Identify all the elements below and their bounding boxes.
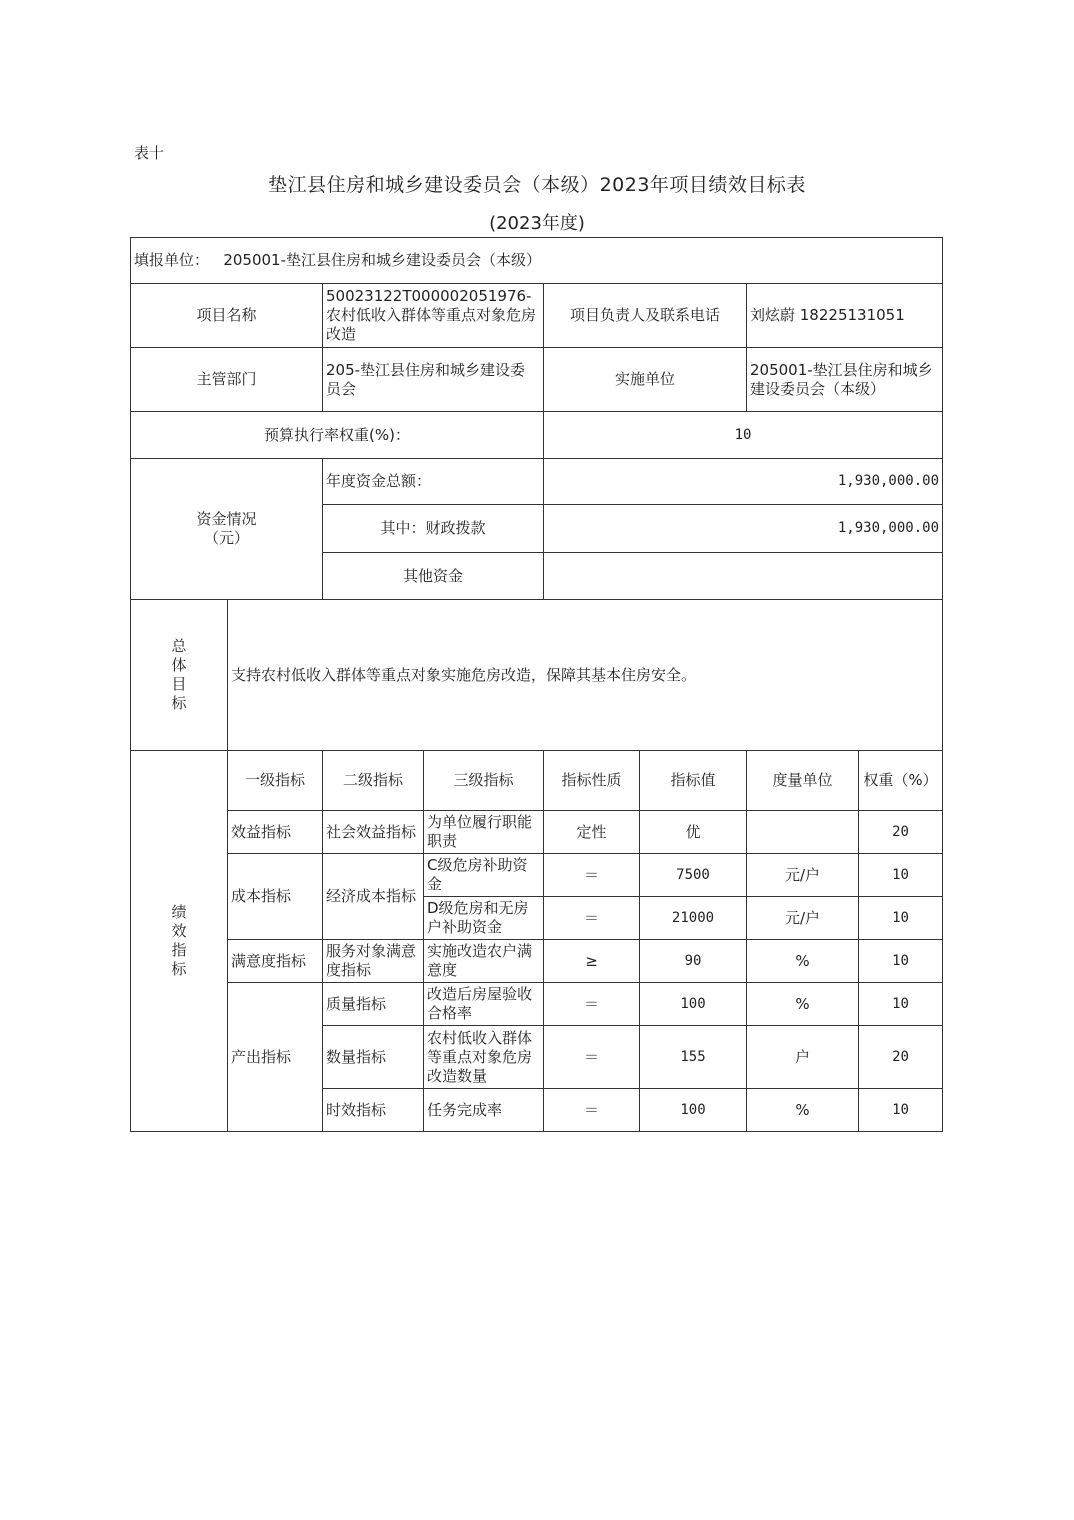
funds-label-line2: （元） [203,529,249,547]
header-value: 指标值 [640,751,747,811]
unit-cell: % [747,983,859,1026]
supervising-dept-label: 主管部门 [131,348,323,412]
supervising-dept-value: 205-垫江县住房和城乡建设委员会 [323,348,544,412]
level1-cost: 成本指标 [228,854,323,940]
unit-cell: % [747,940,859,983]
unit-cell: 元/户 [747,854,859,897]
weight-cell: 10 [859,940,943,983]
weight-cell: 10 [859,897,943,940]
weight-cell: 10 [859,983,943,1026]
project-leader-label: 项目负责人及联系电话 [544,284,747,348]
filling-unit-row [131,238,943,284]
budget-weight-value: 10 [544,412,943,459]
header-nature: 指标性质 [544,751,640,811]
nature-cell: ＝ [544,983,640,1026]
header-level2: 二级指标 [323,751,424,811]
table-row [131,983,943,1026]
implementing-unit-label: 实施单位 [544,348,747,412]
value-cell: 100 [640,1089,747,1132]
other-funds-label: 其他资金 [323,553,544,600]
nature-cell: ＝ [544,897,640,940]
nature-cell: ≥ [544,940,640,983]
level3-cell: 实施改造农户满意度 [424,940,544,983]
unit-cell: 户 [747,1026,859,1089]
weight-cell: 10 [859,854,943,897]
project-name-label: 项目名称 [131,284,323,348]
fiscal-allocation-label: 其中：财政拨款 [323,505,544,553]
project-name-value: 50023122T000002051976-农村低收入群体等重点对象危房改造 [323,284,544,348]
level2-cell: 经济成本指标 [323,854,424,940]
budget-weight-label: 预算执行率权重(%)： [131,412,544,459]
value-cell: 优 [640,811,747,854]
level3-cell: C级危房补助资金 [424,854,544,897]
implementing-unit-value: 205001-垫江县住房和城乡建设委员会（本级） [747,348,943,412]
level2-cell: 数量指标 [323,1026,424,1089]
level1-satisfaction: 满意度指标 [228,940,323,983]
value-cell: 7500 [640,854,747,897]
level3-cell: 农村低收入群体等重点对象危房改造数量 [424,1026,544,1089]
unit-cell [747,811,859,854]
performance-target-table [130,237,943,1132]
value-cell: 155 [640,1026,747,1089]
annual-total-label: 年度资金总额： [323,459,544,505]
filling-unit-value: 205001-垫江县住房和城乡建设委员会（本级） [223,251,542,269]
document-title: 垫江县住房和城乡建设委员会（本级）2023年项目绩效目标表 [268,174,806,196]
level3-cell: 改造后房屋验收合格率 [424,983,544,1026]
header-level3: 三级指标 [424,751,544,811]
level3-cell: 任务完成率 [424,1089,544,1132]
nature-cell: 定性 [544,811,640,854]
level3-cell: D级危房和无房户补助资金 [424,897,544,940]
other-funds-value [544,553,943,600]
level2-cell: 质量指标 [323,983,424,1026]
nature-cell: ＝ [544,1026,640,1089]
nature-cell: ＝ [544,854,640,897]
fiscal-year-label: (2023年度) [489,213,585,234]
level2-cell: 服务对象满意度指标 [323,940,424,983]
header-level1: 一级指标 [228,751,323,811]
weight-cell: 20 [859,1026,943,1089]
filling-unit-label: 填报单位： [134,251,210,269]
project-leader-value: 刘炫蔚 18225131051 [747,284,943,348]
funds-label [131,459,323,600]
level1-output: 产出指标 [228,983,323,1132]
nature-cell: ＝ [544,1089,640,1132]
level3-cell: 为单位履行职能职责 [424,811,544,854]
unit-cell: 元/户 [747,897,859,940]
performance-indicators-label: 绩 效 指 标 [131,751,228,1132]
level2-cell: 社会效益指标 [323,811,424,854]
value-cell: 21000 [640,897,747,940]
table-number-label: 表十 [134,144,165,162]
value-cell: 90 [640,940,747,983]
funds-label-line1: 资金情况 [196,510,257,528]
table-row [131,854,943,897]
header-unit: 度量单位 [747,751,859,811]
unit-cell: % [747,1089,859,1132]
weight-cell: 10 [859,1089,943,1132]
table-row [131,940,943,983]
weight-cell: 20 [859,811,943,854]
table-row [131,811,943,854]
overall-goal-label: 总 体 目 标 [131,600,228,751]
value-cell: 100 [640,983,747,1026]
header-weight: 权重（%） [859,751,943,811]
overall-goal-text: 支持农村低收入群体等重点对象实施危房改造，保障其基本住房安全。 [228,600,943,751]
level2-cell: 时效指标 [323,1089,424,1132]
level1-benefit: 效益指标 [228,811,323,854]
fiscal-allocation-value: 1,930,000.00 [544,505,943,553]
annual-total-value: 1,930,000.00 [544,459,943,505]
